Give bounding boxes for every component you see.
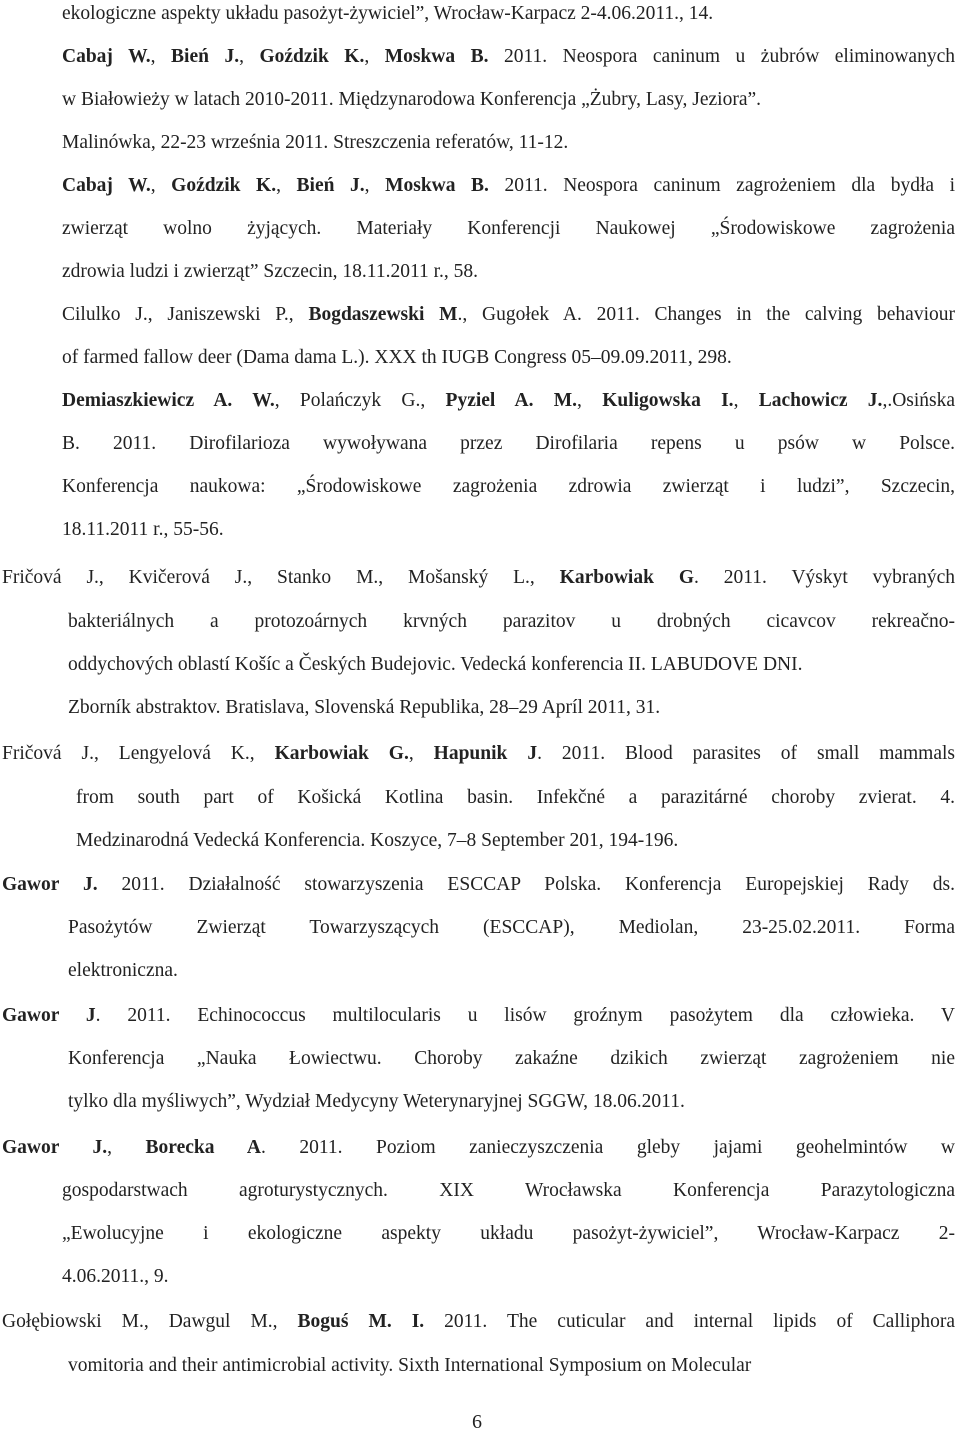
reference-text: elektroniczna. xyxy=(68,960,178,981)
reference-text: 2011. Działalność stowarzyszenia ESCCAP Polska. Konferencja Europejskiej Rady ds. xyxy=(97,874,956,895)
reference-text: Medzinarodná Vedecká Konferencia. Koszyce, 7–8 September 201, 194-196. xyxy=(76,830,679,851)
reference-line xyxy=(2,1134,955,1162)
reference-text: , xyxy=(577,390,603,411)
reference-text: Cilulko J., Janiszewski P., xyxy=(62,304,309,325)
reference-text: 2011. Neospora caninum zagrożeniem dla bydła i xyxy=(488,175,956,196)
reference-text: ekologiczne aspekty układu pasożyt-żywiciel”, Wrocław-Karpacz 2-4.06.2011., 14. xyxy=(62,3,714,24)
reference-line xyxy=(68,651,803,679)
reference-text: , Polańczyk G., xyxy=(274,390,446,411)
reference-text: w Białowieży w latach 2010-2011. Międzynarodowa Konferencja „Żubry, Lasy, Jeziora”. xyxy=(62,89,762,110)
reference-line xyxy=(62,43,955,71)
reference-line xyxy=(62,172,955,200)
reference-line xyxy=(62,301,955,329)
author-name: Cabaj W. xyxy=(62,175,151,196)
reference-text: . 2011. Poziom zanieczyszczenia gleby jajami geohelmintów w xyxy=(261,1137,955,1158)
reference-text: , xyxy=(408,743,434,764)
author-name: Pyziel A. M. xyxy=(445,390,578,411)
reference-text: . 2011. Echinococcus multilocularis u lisów groźnym pasożytem dla człowieka. V xyxy=(95,1005,955,1026)
reference-text: 2011. The cuticular and internal lipids of Calliphora xyxy=(424,1311,955,1332)
reference-text: oddychových oblastí Košíc a Českých Budejovic. Vedecká konferencia II. LABUDOVE DNI. xyxy=(68,654,803,675)
reference-line xyxy=(62,258,478,286)
reference-line xyxy=(62,215,955,243)
reference-text: Fričová J., Kvičerová J., Stanko M., Mošanský L., xyxy=(2,567,560,588)
author-name: Borecka A xyxy=(145,1137,262,1158)
reference-text: 4.06.2011., 9. xyxy=(62,1266,169,1287)
reference-text: 2011. Neospora caninum u żubrów eliminowanych xyxy=(488,46,955,67)
reference-line xyxy=(68,1088,685,1116)
reference-text: gospodarstwach agroturystycznych. XIX Wrocławska Konferencja Parazytologiczna xyxy=(62,1180,955,1201)
reference-text: , xyxy=(150,175,172,196)
reference-line xyxy=(62,1177,955,1205)
reference-text: „Ewolucyjne i ekologiczne aspekty układu pasożyt-żywiciel”, Wrocław-Karpacz 2- xyxy=(62,1223,955,1244)
author-name: Moskwa B. xyxy=(385,175,489,196)
reference-line xyxy=(2,1002,955,1030)
reference-text: . 2011. Blood parasites of small mammals xyxy=(537,743,956,764)
reference-text: Malinówka, 22-23 września 2011. Streszczenia referatów, 11-12. xyxy=(62,132,569,153)
reference-text: , xyxy=(107,1137,146,1158)
reference-line xyxy=(62,1263,169,1291)
reference-text: vomitoria and their antimicrobial activity. Sixth International Symposium on Molecular xyxy=(68,1355,752,1376)
author-name: Kuligowska I. xyxy=(602,390,734,411)
reference-line xyxy=(2,564,955,592)
author-name: Goździk K. xyxy=(171,175,277,196)
reference-text: Konferencja naukowa: „Środowiskowe zagrożenia zdrowia zwierząt i ludzi”, Szczecin, xyxy=(62,476,955,497)
reference-text: , xyxy=(150,46,172,67)
author-name: Karbowiak G xyxy=(559,567,694,588)
reference-text: of farmed fallow deer (Dama dama L.). XXX th IUGB Congress 05–09.09.2011, 298. xyxy=(62,347,732,368)
reference-line xyxy=(2,871,955,899)
reference-line xyxy=(68,957,178,985)
author-name: Gawor J. xyxy=(2,874,98,895)
reference-line xyxy=(62,387,955,415)
reference-text: Fričová J., Lengyelová K., xyxy=(2,743,275,764)
reference-line xyxy=(62,344,732,372)
reference-text: Gołębiowski M., Dawgul M., xyxy=(2,1311,298,1332)
reference-text: tylko dla myśliwych”, Wydział Medycyny Weterynaryjnej SGGW, 18.06.2011. xyxy=(68,1091,685,1112)
author-name: Gawor J xyxy=(2,1005,96,1026)
reference-text: B. 2011. Dirofilarioza wywoływana przez Dirofilaria repens u psów w Polsce. xyxy=(62,433,955,454)
reference-text: from south part of Košická Kotlina basin. Infekčné a parazitárné choroby zvierat. 4. xyxy=(76,787,955,808)
reference-text: Zborník abstraktov. Bratislava, Slovenská Republika, 28–29 Apríl 2011, 31. xyxy=(68,697,661,718)
reference-line xyxy=(62,1220,955,1248)
reference-line xyxy=(68,694,660,722)
reference-text: , xyxy=(364,175,386,196)
reference-text: , xyxy=(364,46,385,67)
reference-line xyxy=(76,827,678,855)
reference-text: ,.Osińska xyxy=(882,390,956,411)
reference-line xyxy=(62,0,862,28)
reference-text: zdrowia ludzi i zwierząt” Szczecin, 18.11.2011 r., 58. xyxy=(62,261,479,282)
author-name: Cabaj W. xyxy=(62,46,151,67)
author-name: Moskwa B. xyxy=(384,46,489,67)
author-name: Bień J. xyxy=(296,175,365,196)
reference-line xyxy=(2,740,955,768)
reference-line xyxy=(62,516,224,544)
author-name: Bień J. xyxy=(171,46,240,67)
reference-line xyxy=(62,473,955,501)
reference-text: Konferencja „Nauka Łowiectwu. Choroby zakaźne dzikich zwierząt zagrożeniem nie xyxy=(68,1048,955,1069)
reference-text: ., Gugołek A. 2011. Changes in the calving behaviour xyxy=(457,304,955,325)
reference-line xyxy=(62,129,568,157)
reference-text: bakteriálnych a protozoárnych krvných parazitov u drobných cicavcov rekreačno- xyxy=(68,611,955,632)
reference-line xyxy=(68,1352,751,1380)
author-name: Hapunik J xyxy=(433,743,538,764)
reference-line xyxy=(62,86,761,114)
reference-line xyxy=(68,608,955,636)
reference-text: Pasożytów Zwierząt Towarzyszących (ESCCAP), Mediolan, 23-25.02.2011. Forma xyxy=(68,917,955,938)
reference-text: zwierząt wolno żyjących. Materiały Konferencji Naukowej „Środowiskowe zagrożenia xyxy=(62,218,955,239)
author-name: Demiaszkiewicz A. W. xyxy=(62,390,275,411)
author-name: Goździk K. xyxy=(259,46,365,67)
page-number: 6 xyxy=(472,1411,482,1433)
reference-line xyxy=(76,784,955,812)
author-name: Bogdaszewski M xyxy=(308,304,458,325)
reference-line xyxy=(68,1045,955,1073)
reference-text: , xyxy=(239,46,260,67)
author-name: Gawor J. xyxy=(2,1137,108,1158)
reference-text: , xyxy=(276,175,297,196)
reference-line xyxy=(68,914,955,942)
author-name: Karbowiak G. xyxy=(274,743,409,764)
reference-text: , xyxy=(733,390,759,411)
author-name: Boguś M. I. xyxy=(297,1311,425,1332)
reference-line xyxy=(2,1308,955,1336)
reference-text: 18.11.2011 r., 55-56. xyxy=(62,519,224,540)
reference-line xyxy=(62,430,955,458)
author-name: Lachowicz J. xyxy=(758,390,883,411)
reference-text: . 2011. Výskyt vybraných xyxy=(694,567,955,588)
